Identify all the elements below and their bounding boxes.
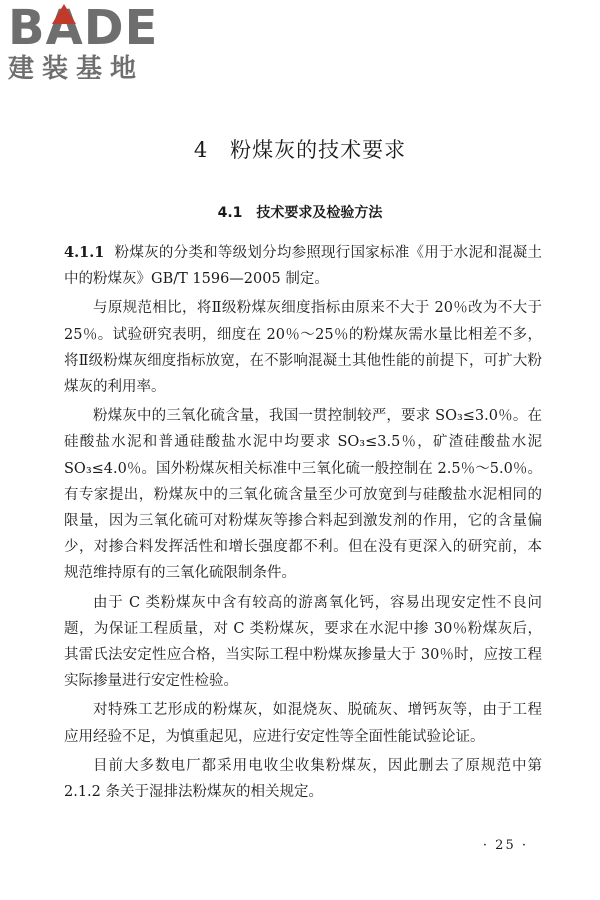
logo-triangle-icon xyxy=(52,4,76,24)
paragraph-6: 目前大多数电厂都采用电收尘收集粉煤灰，因此删去了原规范中第 2.1.2 条关于湿排法粉煤灰的相关规定。 xyxy=(64,757,542,801)
chapter-title: 4 粉煤灰的技术要求 xyxy=(193,138,407,162)
paragraph-2: 与原规范相比，将Ⅱ级粉煤灰细度指标由原来不大于 20％改为不大于 25％。试验研究表明，细度在 20％～25％的粉煤灰需水量比相差不多，将Ⅱ级粉煤灰细度指标放宽，在不影响混凝土其他性能的前提下，可扩大粉煤灰的利用率。 xyxy=(64,300,542,396)
logo-subtitle: 建装基地 xyxy=(8,54,145,84)
bade-logo xyxy=(8,0,178,84)
page-number: · 25 · xyxy=(482,838,528,853)
body-text xyxy=(64,240,542,808)
paragraph-1 xyxy=(64,240,542,292)
paragraph-1-text: 粉煤灰的分类和等级划分均参照现行国家标准《用于水泥和混凝土中的粉煤灰》GB/T 1596—2005 制定。 xyxy=(64,245,542,288)
section-title: 4.1 技术要求及检验方法 xyxy=(217,205,383,221)
clause-number: 4.1.1 xyxy=(64,244,105,261)
paragraph-3: 粉煤灰中的三氧化硫含量，我国一贯控制较严，要求 SO₃≤3.0％。在硅酸盐水泥和普通硅酸盐水泥中均要求 SO₃≤3.5％，矿渣硅酸盐水泥 SO₃≤4.0％。国外粉煤灰相关标准中三氧化硫一般控制在 2.5％～5.0％。有专家提出，粉煤灰中的三氧化硫含量至少可放宽到与硅酸盐水泥相同的限量，因为三氧化硫可对粉煤灰等掺合料起到激发剂的作用，它的含量偏少，对掺合料发挥活性和增长强度都不利。但在没有更深入的研究前，本规范维持原有的三氧化硫限制条件。 xyxy=(64,408,542,582)
paragraph-5: 对特殊工艺形成的粉煤灰，如混烧灰、脱硫灰、增钙灰等，由于工程应用经验不足，为慎重起见，应进行安定性等全面性能试验论证。 xyxy=(64,702,542,745)
logo-word: BADE xyxy=(8,0,159,56)
paragraph-4: 由于 C 类粉煤灰中含有较高的游离氧化钙，容易出现安定性不良问题，为保证工程质量，对 C 类粉煤灰，要求在水泥中掺 30％粉煤灰后，其雷氏法安定性应合格，当实际工程中粉煤灰掺量大于 30％时，应按工程实际掺量进行安定性检验。 xyxy=(64,594,542,690)
